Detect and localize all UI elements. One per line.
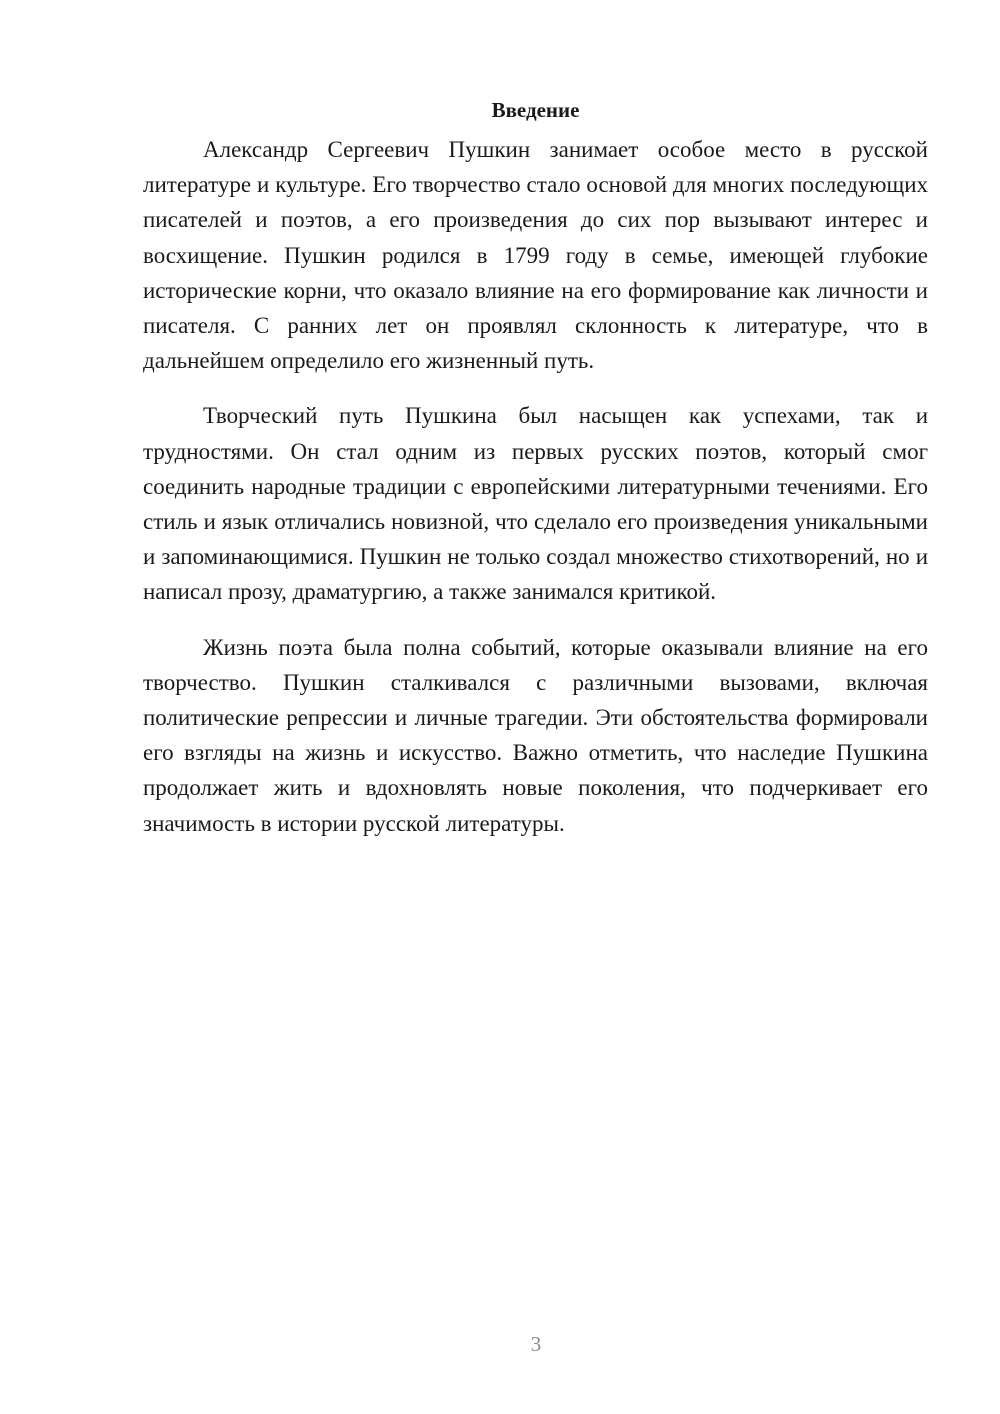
- document-page: [143, 92, 928, 861]
- paragraph-life-events: Жизнь поэта была полна событий, которые оказывали влияние на его творчество. Пушкин сталкивался с различными вызовами, включая политические репрессии и личные трагедии. Эти обстоятельства формировали его взгляды на жизнь и искусство. Важно отметить, что наследие Пушкина продолжает жить и вдохновлять новые поколения, что подчеркивает его значимость в истории русской литературы.: [143, 634, 928, 836]
- paragraph-creative-path: Творческий путь Пушкина был насыщен как успехами, так и трудностями. Он стал одним из первых русских поэтов, который смог соединить народные традиции с европейскими литературными течениями. Его стиль и язык отличались новизной, что сделало его произведения уникальными и запоминающимися. Пушкин не только создал множество стихотворений, но и написал прозу, драматургию, а также занимался критикой.: [143, 403, 928, 605]
- paragraph-intro: Александр Сергеевич Пушкин занимает особое место в русской литературе и культуре. Его творчество стало основой для многих последующих писателей и поэтов, а его произведения до сих пор вызывают интерес и восхищение. Пушкин родился в 1799 году в семье, имеющей глубокие исторические корни, что оказало влияние на его формирование как личности и писателя. С ранних лет он проявлял склонность к литературе, что в дальнейшем определило его жизненный путь.: [143, 137, 928, 374]
- page-number: 3: [530, 1332, 542, 1356]
- section-title: Введение: [491, 98, 580, 122]
